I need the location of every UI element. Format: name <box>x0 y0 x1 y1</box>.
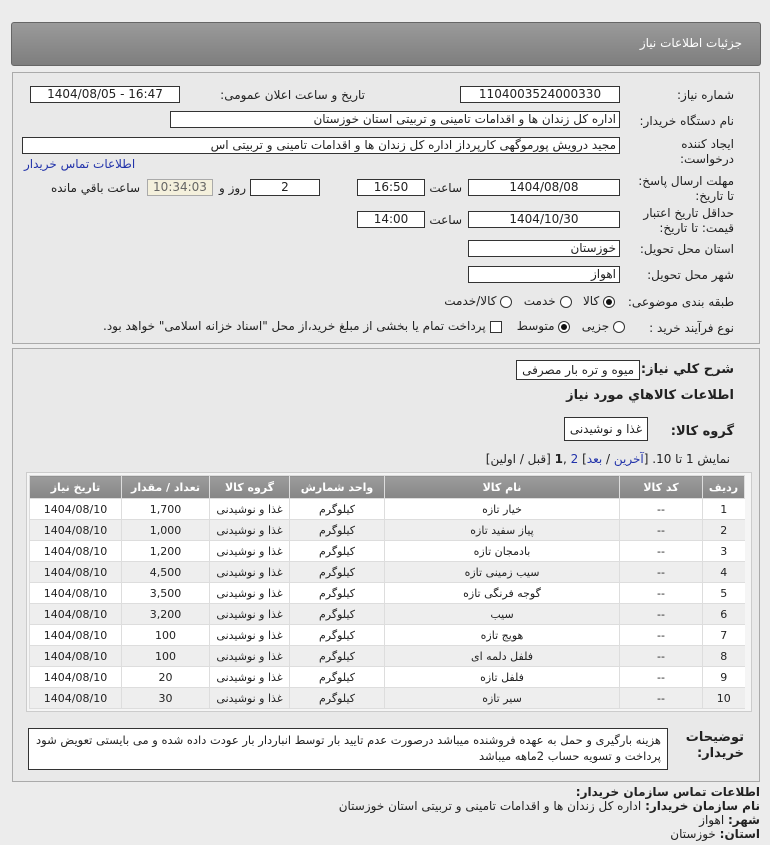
column-header-item-group: گروه کالا <box>210 476 290 499</box>
cell-item-group: غذا و نوشیدنی <box>210 583 290 604</box>
table-row <box>30 499 745 520</box>
cell-item-group: غذا و نوشیدنی <box>210 499 290 520</box>
goods-info-title: اطلاعات کالاهاي مورد نیاز <box>566 388 734 403</box>
column-header-need-date: تاریخ نیاز <box>30 476 122 499</box>
pagination-sep: / <box>602 452 614 466</box>
cell-item-code: -- <box>620 562 703 583</box>
cell-unit: کیلوگرم <box>290 520 385 541</box>
table-row <box>30 688 745 709</box>
deadline-label-2: تا تاریخ: <box>695 189 734 203</box>
treasury-payment-checkbox[interactable] <box>490 321 502 333</box>
cell-item-name: گوجه فرنگی تازه <box>385 583 620 604</box>
validity-time-label: ساعت <box>429 213 462 227</box>
cell-row-number: 7 <box>703 625 745 646</box>
remaining-time: 10:34:03 <box>147 179 213 196</box>
table-header-row <box>30 476 745 499</box>
table-row <box>30 667 745 688</box>
deadline-label: مهلت ارسال پاسخ: <box>638 174 734 188</box>
process-option-medium: متوسط <box>516 319 555 333</box>
summary-field: میوه و تره بار مصرفی <box>516 360 640 380</box>
cell-item-code: -- <box>620 646 703 667</box>
pagination <box>486 452 730 466</box>
contact-city: اهواز <box>699 813 725 827</box>
cell-need-date: 1404/08/10 <box>30 688 122 709</box>
need-number-field[interactable]: 1104003524000330 <box>460 86 620 103</box>
cell-item-group: غذا و نوشیدنی <box>210 604 290 625</box>
cell-item-code: -- <box>620 604 703 625</box>
pagination-last-link[interactable]: آخرین <box>613 452 644 466</box>
cell-item-name: فلفل تازه <box>385 667 620 688</box>
notes-label-1: توضیحات <box>685 730 744 745</box>
cell-quantity: 4,500 <box>122 562 210 583</box>
cell-unit: کیلوگرم <box>290 625 385 646</box>
cell-row-number: 2 <box>703 520 745 541</box>
buyer-org-field[interactable]: اداره کل زندان ها و اقدامات تامینی و تربیتی استان خوزستان <box>170 111 620 128</box>
cell-item-name: پیاز سفید تازه <box>385 520 620 541</box>
city-field[interactable]: اهواز <box>468 266 620 283</box>
cell-row-number: 3 <box>703 541 745 562</box>
deadline-time-label: ساعت <box>429 181 462 195</box>
cell-item-code: -- <box>620 541 703 562</box>
cell-unit: کیلوگرم <box>290 583 385 604</box>
column-header-item-code: کد کالا <box>620 476 703 499</box>
validity-date-field[interactable]: 1404/10/30 <box>468 211 620 228</box>
cell-item-name: بادمجان تازه <box>385 541 620 562</box>
cell-need-date: 1404/08/10 <box>30 499 122 520</box>
group-label: گروه کالا: <box>670 424 734 439</box>
table-row <box>30 562 745 583</box>
cell-need-date: 1404/08/10 <box>30 562 122 583</box>
pagination-prev-first: [قبل / اولین] <box>485 452 555 466</box>
cell-item-group: غذا و نوشیدنی <box>210 667 290 688</box>
buyer-contact-link[interactable]: اطلاعات تماس خریدار <box>24 157 136 171</box>
page-title: جزئیات اطلاعات نیاز <box>639 36 742 50</box>
cell-quantity: 3,200 <box>122 604 210 625</box>
cell-item-code: -- <box>620 688 703 709</box>
days-label: روز و <box>219 181 246 195</box>
category-label: طبقه بندی موضوعی: <box>627 295 734 309</box>
column-header-unit: واحد شمارش <box>290 476 385 499</box>
table-row <box>30 646 745 667</box>
process-radio-medium[interactable] <box>558 321 570 333</box>
validity-time-field[interactable]: 14:00 <box>357 211 425 228</box>
table-row <box>30 520 745 541</box>
cell-item-name: سیب زمینی تازه <box>385 562 620 583</box>
deadline-date-field[interactable]: 1404/08/08 <box>468 179 620 196</box>
category-radio-goods[interactable] <box>603 296 615 308</box>
pagination-next-link[interactable]: بعد <box>586 452 603 466</box>
notes-label <box>686 730 744 762</box>
cell-unit: کیلوگرم <box>290 562 385 583</box>
creator-label-2: درخواست: <box>680 152 734 166</box>
notes-label-2: خریدار: <box>697 746 744 761</box>
remaining-label: ساعت باقي مانده <box>50 181 140 195</box>
column-header-quantity: تعداد / مقدار <box>122 476 210 499</box>
cell-quantity: 1,700 <box>122 499 210 520</box>
table-row <box>30 625 745 646</box>
province-label: استان محل تحویل: <box>639 242 734 256</box>
creator-field[interactable]: مجید درویش پورموگهی کارپرداز اداره کل زندان ها و اقدامات تامینی و تربیتی اس <box>22 137 620 154</box>
cell-item-code: -- <box>620 667 703 688</box>
deadline-time-field[interactable]: 16:50 <box>357 179 425 196</box>
cell-row-number: 6 <box>703 604 745 625</box>
summary-label: شرح کلي نیاز: <box>640 362 734 377</box>
province-field[interactable]: خوزستان <box>468 240 620 257</box>
announce-label: تاریخ و ساعت اعلان عمومی: <box>220 88 365 102</box>
contact-title: اطلاعات تماس سازمان خریدار: <box>575 785 760 799</box>
table-row <box>30 583 745 604</box>
column-header-row-number: ردیف <box>703 476 745 499</box>
cell-row-number: 8 <box>703 646 745 667</box>
cell-quantity: 20 <box>122 667 210 688</box>
cell-quantity: 1,000 <box>122 520 210 541</box>
pagination-range: نمایش 1 تا 10. [ <box>643 452 730 466</box>
cell-item-group: غذا و نوشیدنی <box>210 625 290 646</box>
cell-item-code: -- <box>620 499 703 520</box>
cell-row-number: 9 <box>703 667 745 688</box>
validity-label-2: قیمت: تا تاریخ: <box>659 221 734 235</box>
pagination-bracket: ] <box>582 452 587 466</box>
cell-item-code: -- <box>620 583 703 604</box>
cell-item-name: سیب <box>385 604 620 625</box>
cell-item-code: -- <box>620 625 703 646</box>
contact-org-label: نام سازمان خریدار: <box>645 799 760 813</box>
category-option-service: خدمت <box>523 294 556 308</box>
category-option-goods: کالا <box>582 294 600 308</box>
contact-province-label: استان: <box>719 827 760 841</box>
cell-row-number: 1 <box>703 499 745 520</box>
cell-need-date: 1404/08/10 <box>30 604 122 625</box>
cell-need-date: 1404/08/10 <box>30 583 122 604</box>
contact-org: اداره کل زندان ها و اقدامات تامینی و تربیتی استان خوزستان <box>338 799 642 813</box>
payment-note: پرداخت تمام یا بخشی از مبلغ خرید،از محل "اسناد خزانه اسلامی" خواهد بود. <box>103 319 486 333</box>
need-number-label: شماره نیاز: <box>677 88 734 102</box>
cell-need-date: 1404/08/10 <box>30 520 122 541</box>
validity-label: حداقل تاریخ اعتبار <box>643 206 734 220</box>
category-radio-service[interactable] <box>560 296 572 308</box>
cell-need-date: 1404/08/10 <box>30 646 122 667</box>
cell-item-code: -- <box>620 520 703 541</box>
cell-quantity: 100 <box>122 625 210 646</box>
cell-item-group: غذا و نوشیدنی <box>210 520 290 541</box>
process-radio-minor[interactable] <box>613 321 625 333</box>
pagination-page-1: 1 <box>554 452 563 466</box>
pagination-comma: , <box>562 452 571 466</box>
cell-quantity: 3,500 <box>122 583 210 604</box>
category-radio-group <box>444 294 615 308</box>
cell-item-name: خیار تازه <box>385 499 620 520</box>
cell-row-number: 5 <box>703 583 745 604</box>
contact-city-label: شهر: <box>728 813 760 827</box>
goods-table-wrapper <box>26 472 752 712</box>
cell-item-name: سیر تازه <box>385 688 620 709</box>
announce-date-field[interactable]: 1404/08/05 - 16:47 <box>30 86 180 103</box>
page-header <box>11 22 761 66</box>
city-label: شهر محل تحویل: <box>647 268 734 282</box>
buyer-org-label: نام دستگاه خریدار: <box>639 114 734 128</box>
cell-item-group: غذا و نوشیدنی <box>210 562 290 583</box>
cell-quantity: 30 <box>122 688 210 709</box>
cell-row-number: 4 <box>703 562 745 583</box>
cell-item-name: فلفل دلمه ای <box>385 646 620 667</box>
cell-need-date: 1404/08/10 <box>30 625 122 646</box>
cell-unit: کیلوگرم <box>290 688 385 709</box>
cell-unit: کیلوگرم <box>290 541 385 562</box>
process-label: نوع فرآیند خرید : <box>649 321 734 335</box>
cell-unit: کیلوگرم <box>290 667 385 688</box>
buyer-notes: هزینه بارگیری و حمل به عهده فروشنده میباشد درصورت عدم تایید بار توسط انباردار بار عودت داده شده و می بایستی تعویض شود پرداخت و تسویه حساب 2ماهه میباشد <box>28 728 668 770</box>
cell-need-date: 1404/08/10 <box>30 667 122 688</box>
table-row <box>30 604 745 625</box>
cell-quantity: 1,200 <box>122 541 210 562</box>
cell-quantity: 100 <box>122 646 210 667</box>
cell-unit: کیلوگرم <box>290 499 385 520</box>
buyer-contact-section <box>20 785 760 841</box>
creator-label: ایجاد کننده <box>681 137 734 151</box>
goods-table <box>29 475 745 709</box>
cell-item-group: غذا و نوشیدنی <box>210 646 290 667</box>
cell-row-number: 10 <box>703 688 745 709</box>
column-header-item-name: نام کالا <box>385 476 620 499</box>
cell-unit: کیلوگرم <box>290 646 385 667</box>
category-radio-both[interactable] <box>500 296 512 308</box>
category-option-both: کالا/خدمت <box>444 294 497 308</box>
cell-unit: کیلوگرم <box>290 604 385 625</box>
group-field: غذا و نوشیدنی <box>564 417 648 441</box>
cell-item-group: غذا و نوشیدنی <box>210 541 290 562</box>
process-radio-group <box>103 319 625 333</box>
cell-item-name: هویج تازه <box>385 625 620 646</box>
pagination-page-2[interactable]: 2 <box>570 452 579 466</box>
cell-item-group: غذا و نوشیدنی <box>210 688 290 709</box>
contact-province: خوزستان <box>670 827 716 841</box>
table-row <box>30 541 745 562</box>
process-option-minor: جزیی <box>581 319 610 333</box>
days-field: 2 <box>250 179 320 196</box>
cell-need-date: 1404/08/10 <box>30 541 122 562</box>
